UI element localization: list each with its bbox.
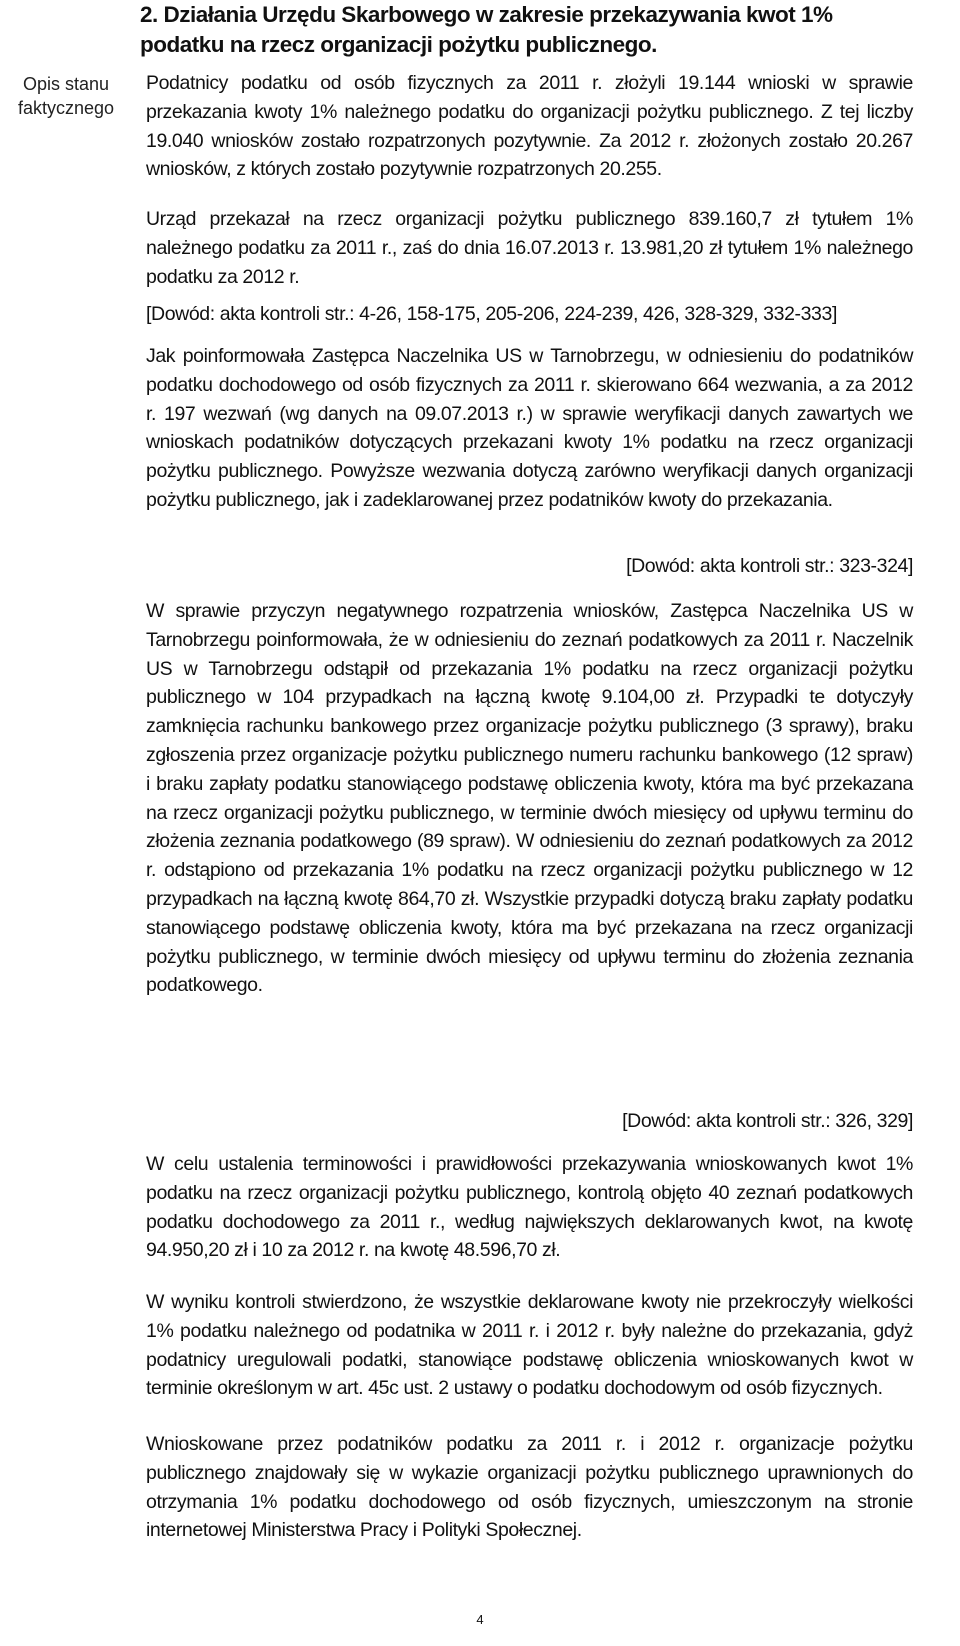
proof-reference-3: [Dowód: akta kontroli str.: 326, 329]: [622, 1110, 913, 1132]
paragraph-negative-reasons: W sprawie przyczyn negatywnego rozpatrzenia wniosków, Zastępca Naczelnika US w Tarnobrzegu poinformowała, że w odniesieniu do zeznań podatkowych za 2011 r. Naczelnik US w Tarnobrzegu odstąpił od przekazania 1% podatku na rzecz organizacji pożytku publicznego w 104 przypadkach na łączną kwotę 9.104,00 zł. Przypadki te dotyczyły zamknięcia rachunku bankowego przez organizacje pożytku publicznego (3 sprawy), braku zgłoszenia przez organizacje pożytku publicznego numeru rachunku bankowego (12 spraw) i braku zapłaty podatku stanowiącego podstawę obliczenia kwoty, która ma być przekazana na rzecz organizacji pożytku publicznego, w terminie dwóch miesięcy od upływu terminu do złożenia zeznania podatkowego (89 spraw). W odniesieniu do zeznań podatkowych za 2012 r. odstąpiono od przekazania 1% podatku na rzecz organizacji pożytku publicznego w 12 przypadkach na łączną kwotę 864,70 zł. Wszystkie przypadki dotyczą braku zapłaty podatku stanowiącego podstawę obliczenia kwoty, która ma być przekazana na rzecz organizacji pożytku publicznego, w terminie dwóch miesięcy od upływu terminu do złożenia zeznania podatkowego.: [146, 600, 913, 997]
paragraph-control-scope: W celu ustalenia terminowości i prawidłowości przekazywania wnioskowanych kwot 1% podatku na rzecz organizacji pożytku publicznego, kontrolą objęto 40 zeznań podatkowych podatku dochodowego za 2011 r., według największych deklarowanych kwot, na kwotę 94.950,20 zł i 10 za 2012 r. na kwotę 48.596,70 zł.: [146, 1153, 913, 1262]
paragraph-transfers: Urząd przekazał na rzecz organizacji pożytku publicznego 839.160,7 zł tytułem 1% należnego podatku za 2011 r., zaś do dnia 16.07.2013 r. 13.981,20 zł tytułem 1% należnego podatku za 2012 r.: [146, 208, 913, 288]
paragraph-control-result: W wyniku kontroli stwierdzono, że wszystkie deklarowane kwoty nie przekroczyły wielkości 1% podatku należnego od podatnika w 2011 r. i 2012 r. były należne do przekazania, gdyż podatnicy uregulowali podatki, stanowiące podstawę obliczenia wnioskowanych kwot w terminie określonym w art. 45c ust. 2 ustawy o podatku dochodowym od osób fizycznych.: [146, 1291, 913, 1400]
paragraph-summons: Jak poinformowała Zastępca Naczelnika US w Tarnobrzegu, w odniesieniu do podatników podatku dochodowego od osób fizycznych za 2011 r. skierowano 664 wezwania, a za 2012 r. 197 wezwań (wg danych na 09.07.2013 r.) w sprawie weryfikacji danych zawartych we wnioskach podatników dotyczących przekazani kwoty 1% podatku na rzecz organizacji pożytku publicznego. Powyższe wezwania dotyczą zarówno weryfikacji danych organizacji pożytku publicznego, jak i zadeklarowanej przez podatników kwoty do przekazania.: [146, 345, 913, 511]
proof-reference-1: [Dowód: akta kontroli str.: 4-26, 158-175, 205-206, 224-239, 426, 328-329, 332-333]: [146, 303, 837, 325]
proof-reference-2: [Dowód: akta kontroli str.: 323-324]: [626, 555, 913, 577]
paragraph-opp-list: Wnioskowane przez podatników podatku za 2011 r. i 2012 r. organizacje pożytku publicznego znajdowały się w wykazie organizacji pożytku publicznego uprawnionych do otrzymania 1% podatku dochodowego od osób fizycznych, umieszczonym na stronie internetowej Ministerstwa Pracy i Polityki Społecznej.: [146, 1433, 913, 1542]
paragraph-applications: Podatnicy podatku od osób fizycznych za 2011 r. złożyli 19.144 wnioski w sprawie przekazania kwoty 1% należnego podatku do organizacji pożytku publicznego. Z tej liczby 19.040 wniosków zostało rozpatrzonych pozytywnie. Za 2012 r. złożonych zostało 20.267 wniosków, z których zostało pozytywnie rozpatrzonych 20.255.: [146, 72, 913, 181]
side-label: Opis stanu faktycznego: [17, 74, 115, 118]
page-number: 4: [476, 1612, 484, 1627]
